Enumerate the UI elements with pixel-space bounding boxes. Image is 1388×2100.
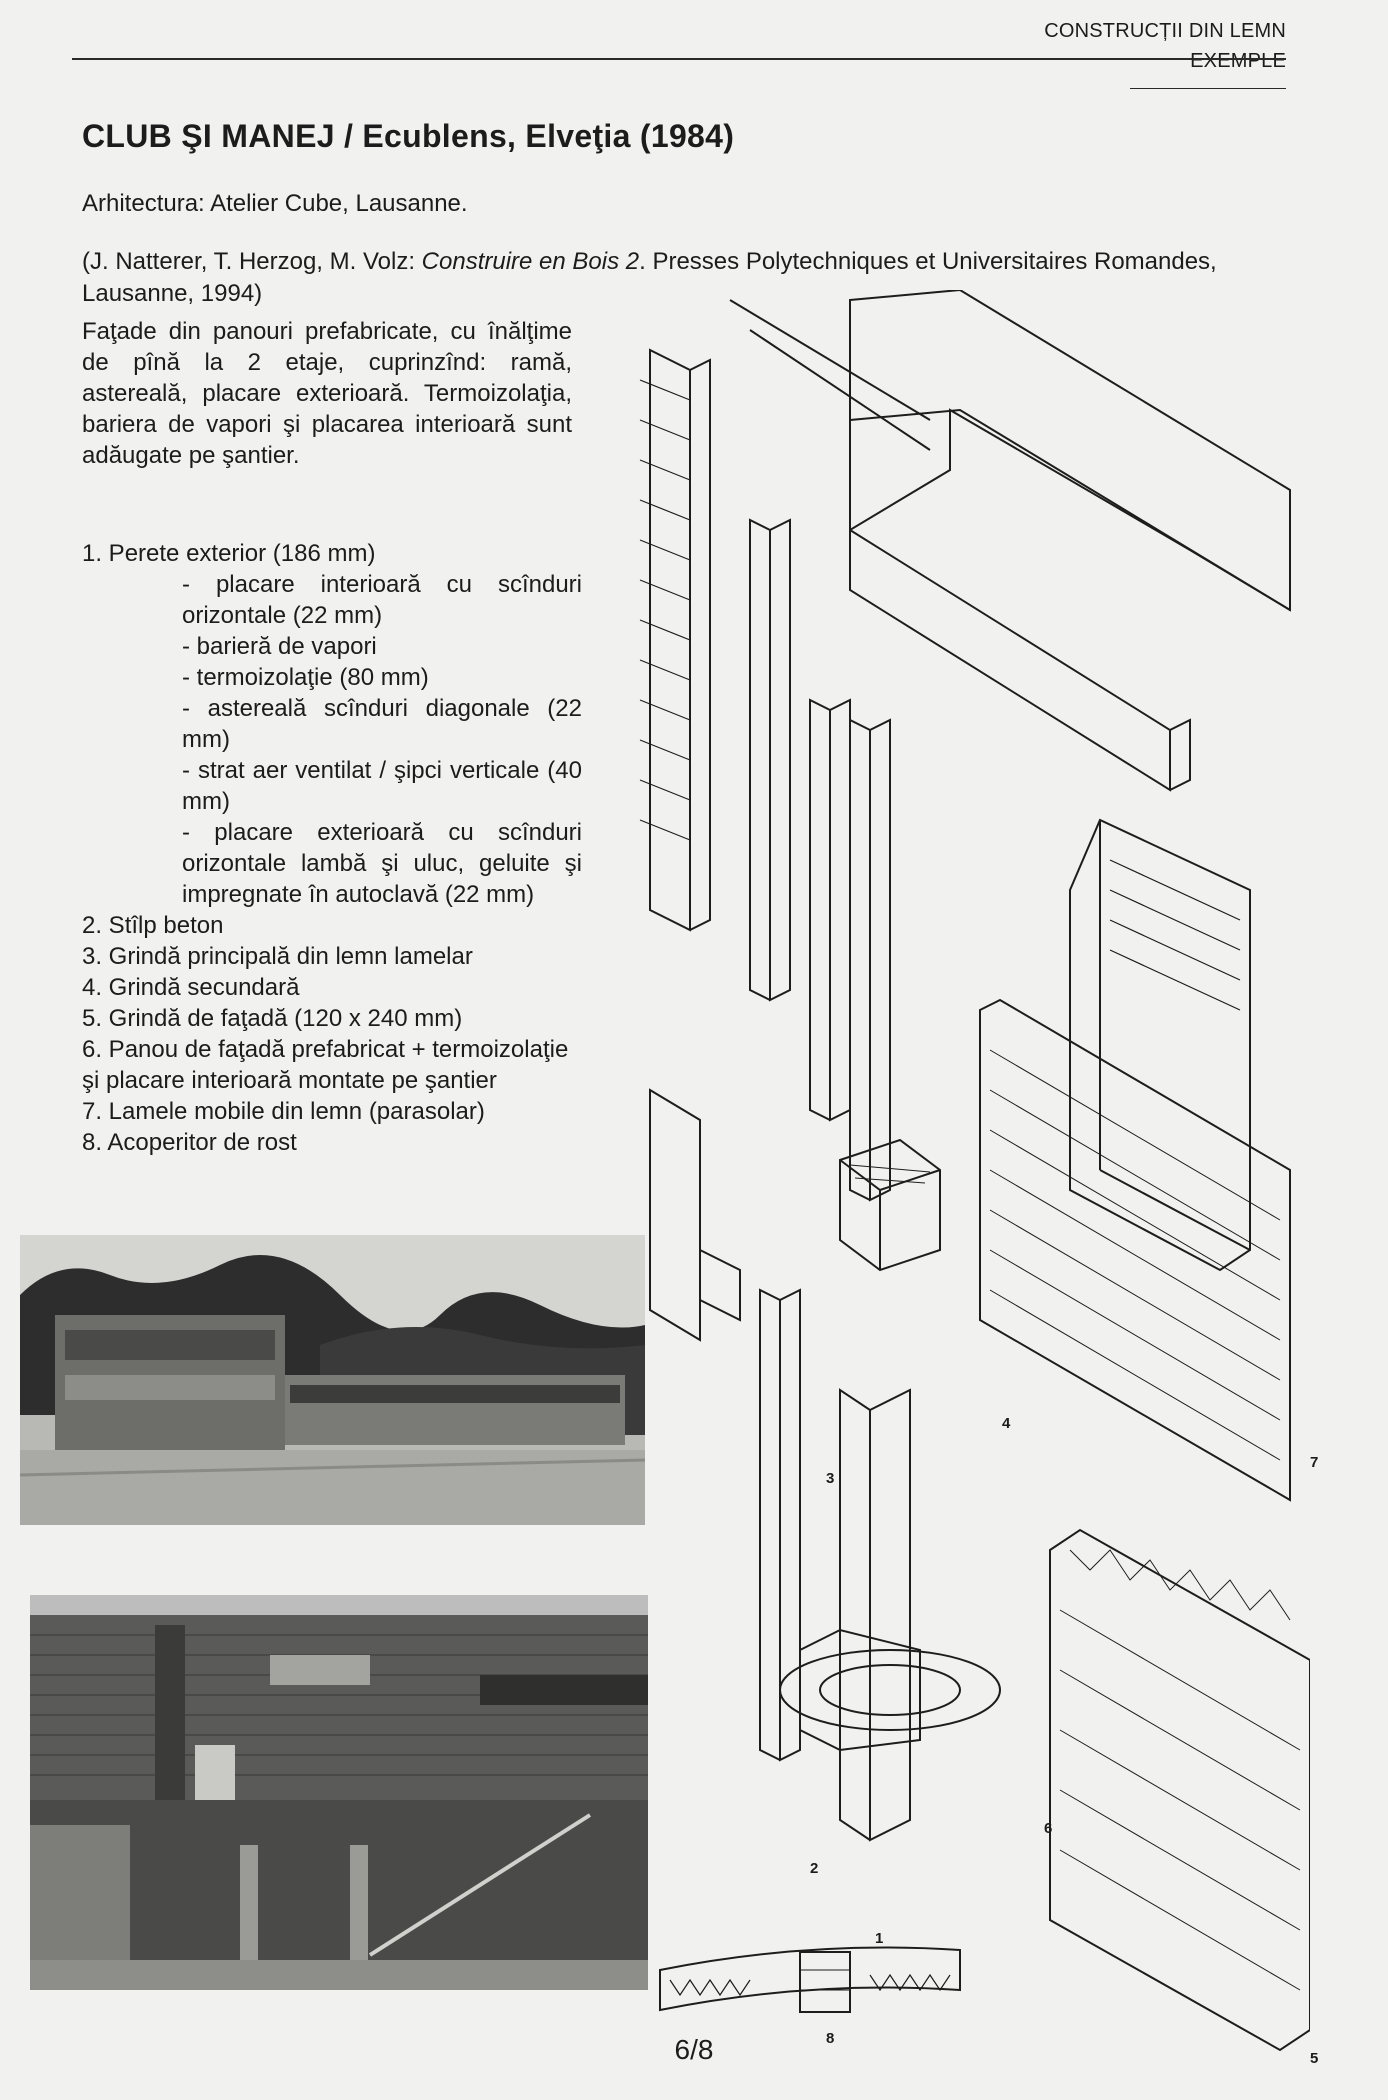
drawing-label: 5 bbox=[1310, 2050, 1319, 2067]
legend-subitem: - termoizolaţie (80 mm) bbox=[182, 664, 429, 691]
drawing-label: 7 bbox=[1310, 1454, 1319, 1471]
description-paragraph: Faţade din panouri prefabricate, cu înălţime de pînă la 2 etaje, cuprinzînd: ramă, astereală, placare exterioară. Termoizolaţia, bariera de vapori şi placarea interioară sunt adăugate pe şantier. bbox=[82, 318, 572, 469]
drawing-label: 4 bbox=[1002, 1415, 1011, 1432]
axonometric-detail-drawing bbox=[630, 290, 1319, 2080]
drawing-label: 8 bbox=[826, 2030, 835, 2047]
page-number: 6/8 bbox=[674, 2034, 714, 2065]
legend-list bbox=[82, 538, 582, 1158]
bibliographic-reference bbox=[82, 246, 1322, 310]
page-title: CLUB ŞI MANEJ / Ecublens, Elveţia (1984) bbox=[82, 118, 735, 154]
legend-item: 7. Lamele mobile din lemn (parasolar) bbox=[82, 1098, 485, 1125]
drawing-label: 1 bbox=[875, 1930, 884, 1947]
header-rule bbox=[72, 58, 1286, 60]
running-header bbox=[1044, 16, 1286, 76]
header-subsection: EXEMPLE bbox=[1190, 50, 1286, 72]
reference-book: Construire en Bois 2 bbox=[421, 248, 640, 275]
legend-item: 6. Panou de faţadă prefabricat + termoizolaţie şi placare interioară montate pe şantier bbox=[82, 1036, 569, 1094]
architecture-credit: Arhitectura: Atelier Cube, Lausanne. bbox=[82, 190, 468, 217]
reference-authors: (J. Natterer, T. Herzog, M. Volz: bbox=[82, 248, 422, 275]
header-section: CONSTRUCȚII DIN LEMN bbox=[1044, 20, 1286, 42]
legend-item: 8. Acoperitor de rost bbox=[82, 1129, 297, 1156]
legend-item: 1. Perete exterior (186 mm) bbox=[82, 540, 376, 567]
legend-item: 3. Grindă principală din lemn lamelar bbox=[82, 943, 473, 970]
building-photo-facade bbox=[30, 1595, 648, 1990]
legend-subitem: - placare interioară cu scînduri orizontale (22 mm) bbox=[182, 571, 582, 629]
drawing-label: 3 bbox=[826, 1470, 835, 1487]
drawing-label: 6 bbox=[1044, 1820, 1053, 1837]
legend-subitem: - barieră de vapori bbox=[182, 633, 377, 660]
drawing-label: 2 bbox=[810, 1860, 819, 1877]
legend-subitem: - astereală scînduri diagonale (22 mm) bbox=[182, 695, 582, 753]
legend-item: 5. Grindă de faţadă (120 x 240 mm) bbox=[82, 1005, 463, 1032]
legend-item: 4. Grindă secundară bbox=[82, 974, 300, 1001]
legend-subitem: - strat aer ventilat / şipci verticale (40 mm) bbox=[182, 757, 582, 815]
legend-item: 2. Stîlp beton bbox=[82, 912, 224, 939]
header-subrule bbox=[1130, 88, 1286, 89]
legend-subitem: - placare exterioară cu scînduri orizontale lambă şi uluc, geluite şi impregnate în autoclavă (22 mm) bbox=[182, 819, 582, 908]
building-photo-landscape bbox=[20, 1235, 645, 1525]
reference-publisher: . Presses Polytechniques et Universitaires Romandes, Lausanne, 1994) bbox=[82, 248, 1217, 307]
